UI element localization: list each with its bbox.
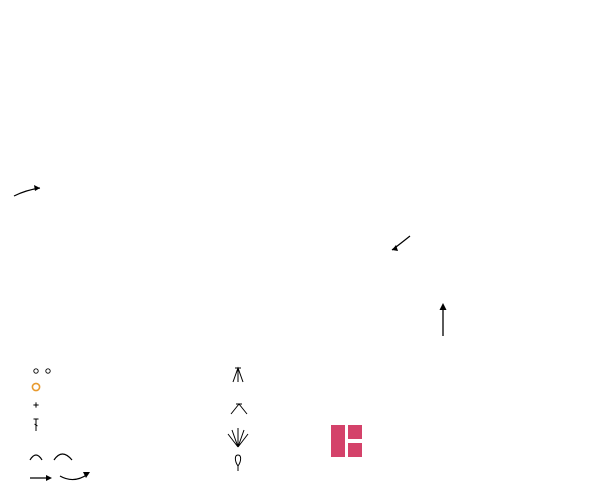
direction-arrow-head-icon bbox=[34, 185, 40, 191]
arch-icon-2 bbox=[54, 454, 72, 460]
legend-right bbox=[228, 368, 248, 471]
legend-left bbox=[30, 369, 90, 481]
three-dc-together-icon bbox=[233, 368, 243, 382]
five-dc-shell-icon bbox=[228, 428, 248, 447]
two-dc-together-icon bbox=[231, 404, 247, 414]
bead-icon bbox=[32, 383, 39, 390]
watermark-logo-icon-3 bbox=[348, 443, 362, 457]
watermark-logo-icon bbox=[331, 425, 345, 457]
chain-stitch-icon bbox=[34, 369, 38, 373]
double-crochet-icon bbox=[34, 419, 39, 431]
arrow-head-icon bbox=[46, 475, 52, 481]
arch-icon bbox=[30, 455, 42, 460]
picot-icon bbox=[235, 455, 240, 471]
chain-stitch-icon-2 bbox=[46, 369, 50, 373]
single-crochet-icon bbox=[33, 402, 38, 407]
vertical-arrow-head-icon bbox=[440, 303, 447, 310]
watermark bbox=[331, 425, 362, 457]
watermark-logo-icon-2 bbox=[348, 425, 362, 439]
curved-direction-arrow-icon bbox=[60, 474, 88, 480]
